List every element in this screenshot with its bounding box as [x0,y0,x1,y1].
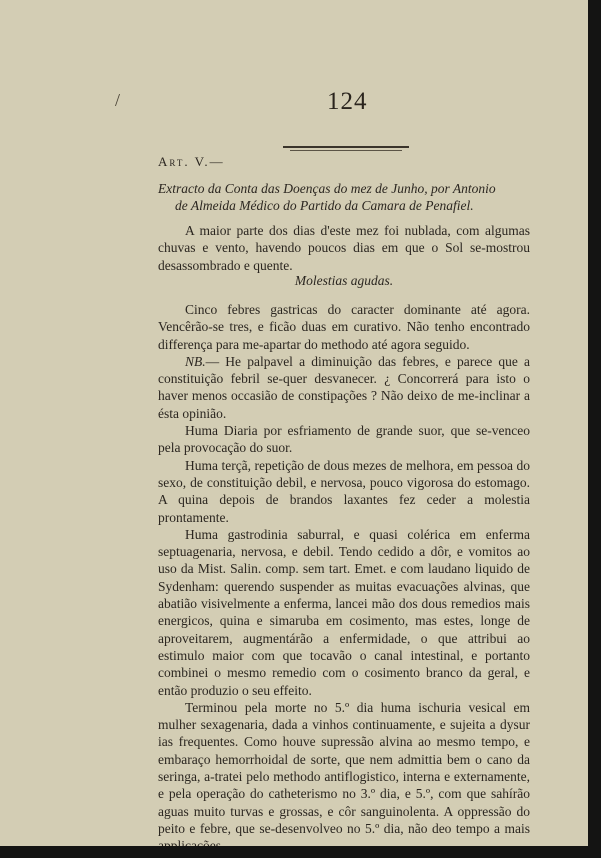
page-edge-shadow [588,0,601,858]
nb-label: NB. [185,353,206,369]
article-heading: Art. V.— [158,154,225,169]
paragraph-5: Terminou pela morte no 5.º dia huma ischuria vesical em mulher sexagenaria, dada a vinhos continuamente, e sujeita a dysur ias frequentes. Como houve supressão alvina ao mesmo tempo, e embaraço hemorrhoidal de sorte, que nem admittia bem o cano da seringa, a-tratei pelo methodo antiflogistico, interna e externamente, e pela operação do catheterismo no 3.º dia, e 5.º, com que sahírão aguas muito turvas e grossas, e côr sanguinolenta. A oppressão do peito e febre, que se-desenvolveo no 5.º dia, não deo tempo a mais [158,699,530,836]
paragraph-3: Huma terçã, repetição de dous mezes de melhora, em pessoa do sexo, de constituição debil, e nervosa, pouco vigorosa do estomago. A quina depois de brandos laxantes fez ceder a molestia prontamente. [158,457,530,525]
header-rule-thin [290,150,402,151]
intro-paragraph: A maior parte dos dias d'este mez foi nublada, com algumas chuvas e vento, havendo poucos dias em que o Sol se-mostrou desassombrado e quente. [158,223,530,273]
paragraph-4: Huma gastrodinia saburral, e quasi colérica em enferma septuagenaria, nervosa, e debil. Tendo cedido a dôr, e vomitos ao uso da Mist. Salin. comp. sem tart. Emet. e com laudano liquido de Sydenham: querendo suspender as muitas evacuações alvinas, que abatião visivelmente a enferma, lancei mão dos dous remedios mais energicos, quina e simaruba em cosimento, mas estes, longe de aproveitarem, augmentárão a enfermidade, o que attribui ao estimulo maior com que tocavão o canal intestinal, e portanto combinei o mesmo remedio com o cosimento branco da geral, e então produzio o seu effeito. [158,526,530,698]
page-bottom-shadow [0,846,601,858]
intro-block [158,222,530,274]
paragraph-2: Huma Diaria por esfriamento de grande suor, que se-venceo pela provocação do suor. [158,423,530,456]
nb-paragraph [158,353,530,422]
extract-title-line2: de Almeida Médico do Partido da Camara de Penafiel. [175,198,474,213]
nb-text: — He palpavel a diminuição das febres, e parece que a constituição febril se-quer desvanecer. ¿ Concorrerá para isto o haver menos occasião de constipações ? Não deixo de me-inclinar a ésta opinião. [158,353,530,421]
extract-title [158,180,530,214]
extract-title-line1: Extracto da Conta das Doenças do mez de Junho, por Antonio [158,181,496,196]
margin-mark: / [115,90,121,110]
section-title: Molestias agudas. [294,273,394,288]
paragraph-1: Cinco febres gastricas do caracter dominante até agora. Vencêrão-se tres, e ficão duas em curativo. Não tenho encontrado differença para me-apartar do methodo até agora seguido. [158,302,530,352]
header-rule [283,146,409,148]
page-number: 124 [327,88,368,115]
main-text [158,301,530,855]
